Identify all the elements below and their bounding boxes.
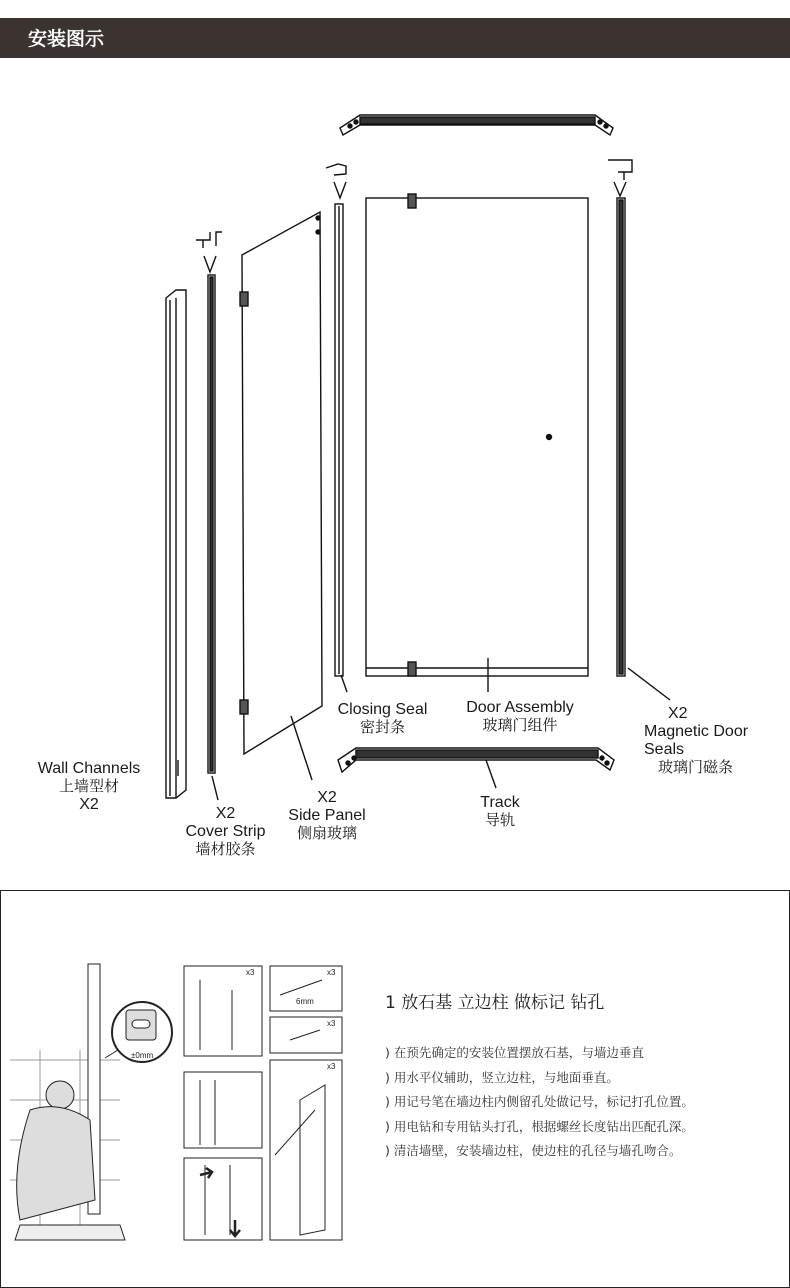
installer-figure [15,1081,125,1240]
step-1-instructions [385,1043,694,1166]
label-qty: X2 [79,796,99,813]
multiplier-mark: x3 [327,968,336,977]
step-box-hole [184,1072,262,1148]
wall-channel [166,290,186,798]
label-magnetic-door-seals [644,705,764,777]
level-readout: ±0mm [131,1051,154,1060]
label-en: Cover Strip [185,823,266,840]
label-en: Wall Channels [37,760,141,777]
label-zh: 玻璃门磁条 [658,759,734,776]
label-qty: X2 [317,789,337,806]
step-1-illustration [0,955,345,1245]
label-track [465,794,535,830]
label-closing-seal [330,701,435,737]
step-box-fit [184,1158,262,1240]
label-en-2: Seals [644,741,685,758]
label-qty: X2 [668,705,688,722]
label-en: Magnetic Door [644,723,749,740]
label-zh: 玻璃门组件 [482,717,558,734]
label-en: Side Panel [288,807,366,824]
section-title: 安装图示 [28,28,105,50]
instruction-item: ) 用水平仪辅助，竖立边柱，与地面垂直。 [385,1068,694,1093]
cover-strip [196,232,222,773]
instruction-item: ) 用电钻和专用钻头打孔，根据螺丝长度钻出匹配孔深。 [385,1117,694,1142]
instruction-item: ) 清洁墙壁，安装墙边柱，使边柱的孔径与墙孔吻合。 [385,1141,694,1166]
closing-seal [326,164,346,676]
side-panel [240,212,322,754]
magnetic-door-seal [608,160,632,676]
multiplier-mark: x3 [246,968,255,977]
section-header [0,18,790,58]
label-en: Track [480,794,520,811]
label-door-assembly [455,699,585,735]
label-wall-channels [30,760,148,814]
step-box-screw [270,1060,342,1240]
step-1-title: 1 放石基 立边柱 做标记 钻孔 [385,993,605,1013]
label-en: Closing Seal [337,701,428,718]
label-en: Door Assembly [466,699,574,716]
label-zh: 上墙型材 [58,778,119,795]
multiplier-mark: x3 [327,1019,336,1028]
label-zh: 墙材胶条 [195,841,256,858]
label-cover-strip [178,805,273,859]
label-zh: 导轨 [484,812,515,829]
drill-depth: 6mm [296,997,314,1006]
instruction-item: ) 用记号笔在墙边柱内侧留孔处做记号，标记打孔位置。 [385,1092,694,1117]
label-zh: 侧扇玻璃 [296,825,357,842]
top-track [340,115,613,135]
label-zh: 密封条 [359,719,405,736]
instruction-item: ) 在预先确定的安装位置摆放石基，与墙边垂直 [385,1043,694,1068]
multiplier-mark: x3 [327,1062,336,1071]
bottom-track [338,748,614,772]
label-side-panel [282,789,372,843]
door-assembly [366,194,588,676]
step-box-mark [184,966,262,1056]
label-qty: X2 [215,805,236,822]
